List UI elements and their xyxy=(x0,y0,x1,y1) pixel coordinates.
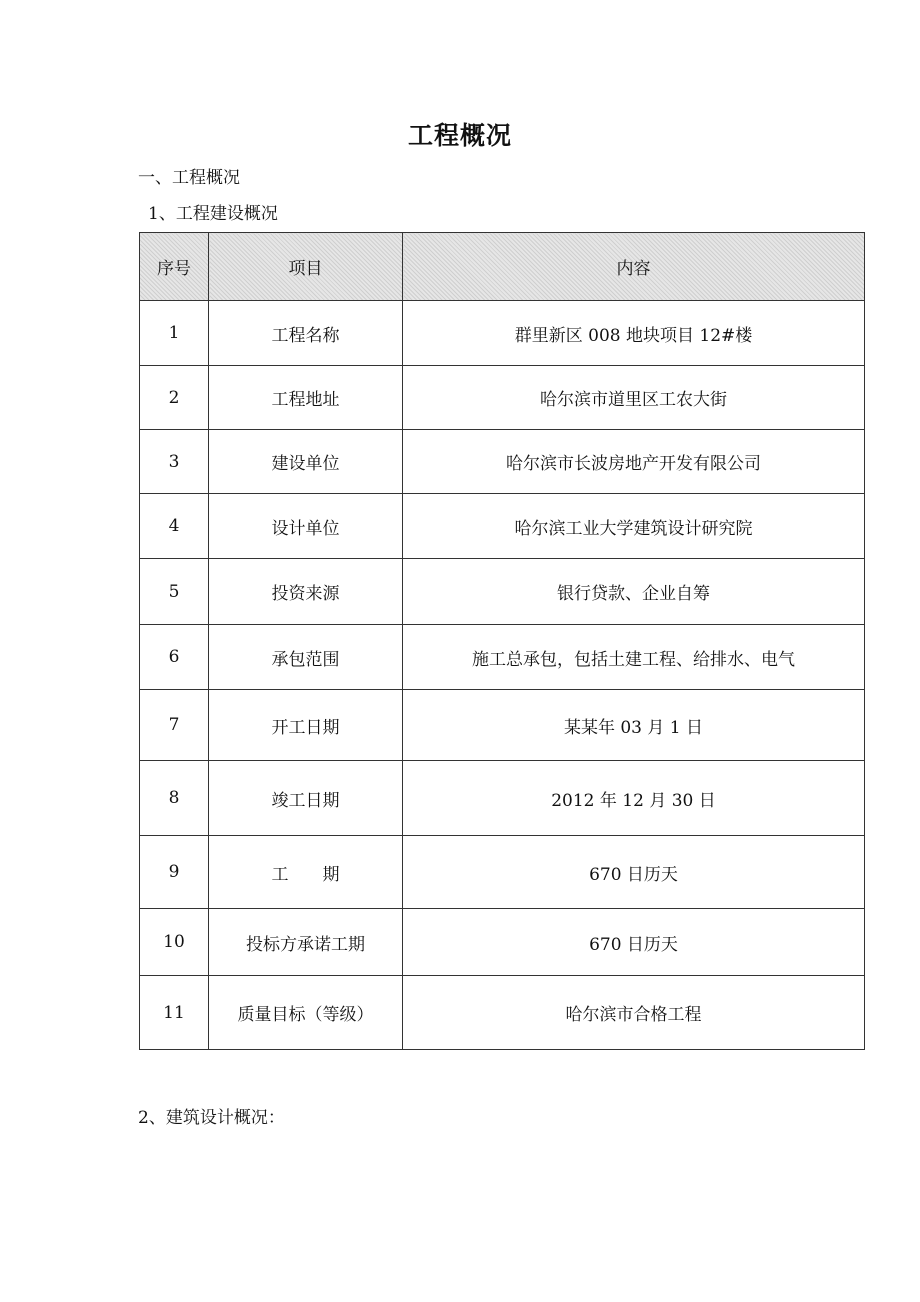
cell-item: 投资来源 xyxy=(209,559,403,625)
cell-content: 2012 年 12 月 30 日 xyxy=(403,761,865,836)
cell-item: 承包范围 xyxy=(209,625,403,690)
table-row xyxy=(140,761,865,836)
table-row xyxy=(140,909,865,976)
cell-content: 670 日历天 xyxy=(403,909,865,976)
cell-no: 1 xyxy=(140,301,209,366)
cell-content: 哈尔滨市长波房地产开发有限公司 xyxy=(403,430,865,494)
table-row xyxy=(140,836,865,909)
cell-item: 质量目标（等级） xyxy=(209,976,403,1050)
cell-content: 哈尔滨市道里区工农大街 xyxy=(403,366,865,430)
cell-no: 5 xyxy=(140,559,209,625)
cell-no: 4 xyxy=(140,494,209,559)
cell-content: 施工总承包，包括土建工程、给排水、电气 xyxy=(403,625,865,690)
cell-item: 投标方承诺工期 xyxy=(209,909,403,976)
cell-item: 竣工日期 xyxy=(209,761,403,836)
cell-item: 工 期 xyxy=(209,836,403,909)
cell-no: 10 xyxy=(140,909,209,976)
section-heading-overview: 一、工程概况 xyxy=(138,168,240,188)
cell-no: 2 xyxy=(140,366,209,430)
table-row xyxy=(140,559,865,625)
header-serial-no: 序号 xyxy=(140,233,209,301)
cell-item: 建设单位 xyxy=(209,430,403,494)
cell-item: 开工日期 xyxy=(209,690,403,761)
cell-no: 11 xyxy=(140,976,209,1050)
table-row xyxy=(140,625,865,690)
cell-content: 哈尔滨市合格工程 xyxy=(403,976,865,1050)
cell-content: 银行贷款、企业自筹 xyxy=(403,559,865,625)
table-header-row xyxy=(140,233,865,301)
header-content: 内容 xyxy=(403,233,865,301)
cell-content: 群里新区 008 地块项目 12#楼 xyxy=(403,301,865,366)
cell-no: 8 xyxy=(140,761,209,836)
table-row xyxy=(140,494,865,559)
cell-content: 某某年 03 月 1 日 xyxy=(403,690,865,761)
page-title: 工程概况 xyxy=(407,121,512,150)
table-row xyxy=(140,976,865,1050)
subsection-heading-construction: 1、工程建设概况 xyxy=(148,204,278,224)
cell-content: 哈尔滨工业大学建筑设计研究院 xyxy=(403,494,865,559)
cell-no: 9 xyxy=(140,836,209,909)
cell-no: 6 xyxy=(140,625,209,690)
cell-no: 7 xyxy=(140,690,209,761)
cell-item: 工程地址 xyxy=(209,366,403,430)
project-overview-table xyxy=(139,232,865,1050)
cell-no: 3 xyxy=(140,430,209,494)
cell-item: 设计单位 xyxy=(209,494,403,559)
table-row xyxy=(140,430,865,494)
cell-item: 工程名称 xyxy=(209,301,403,366)
subsection-heading-architecture: 2、建筑设计概况： xyxy=(138,1108,285,1128)
table-row xyxy=(140,690,865,761)
header-item: 项目 xyxy=(209,233,403,301)
table-row xyxy=(140,366,865,430)
cell-content: 670 日历天 xyxy=(403,836,865,909)
table-row xyxy=(140,301,865,366)
